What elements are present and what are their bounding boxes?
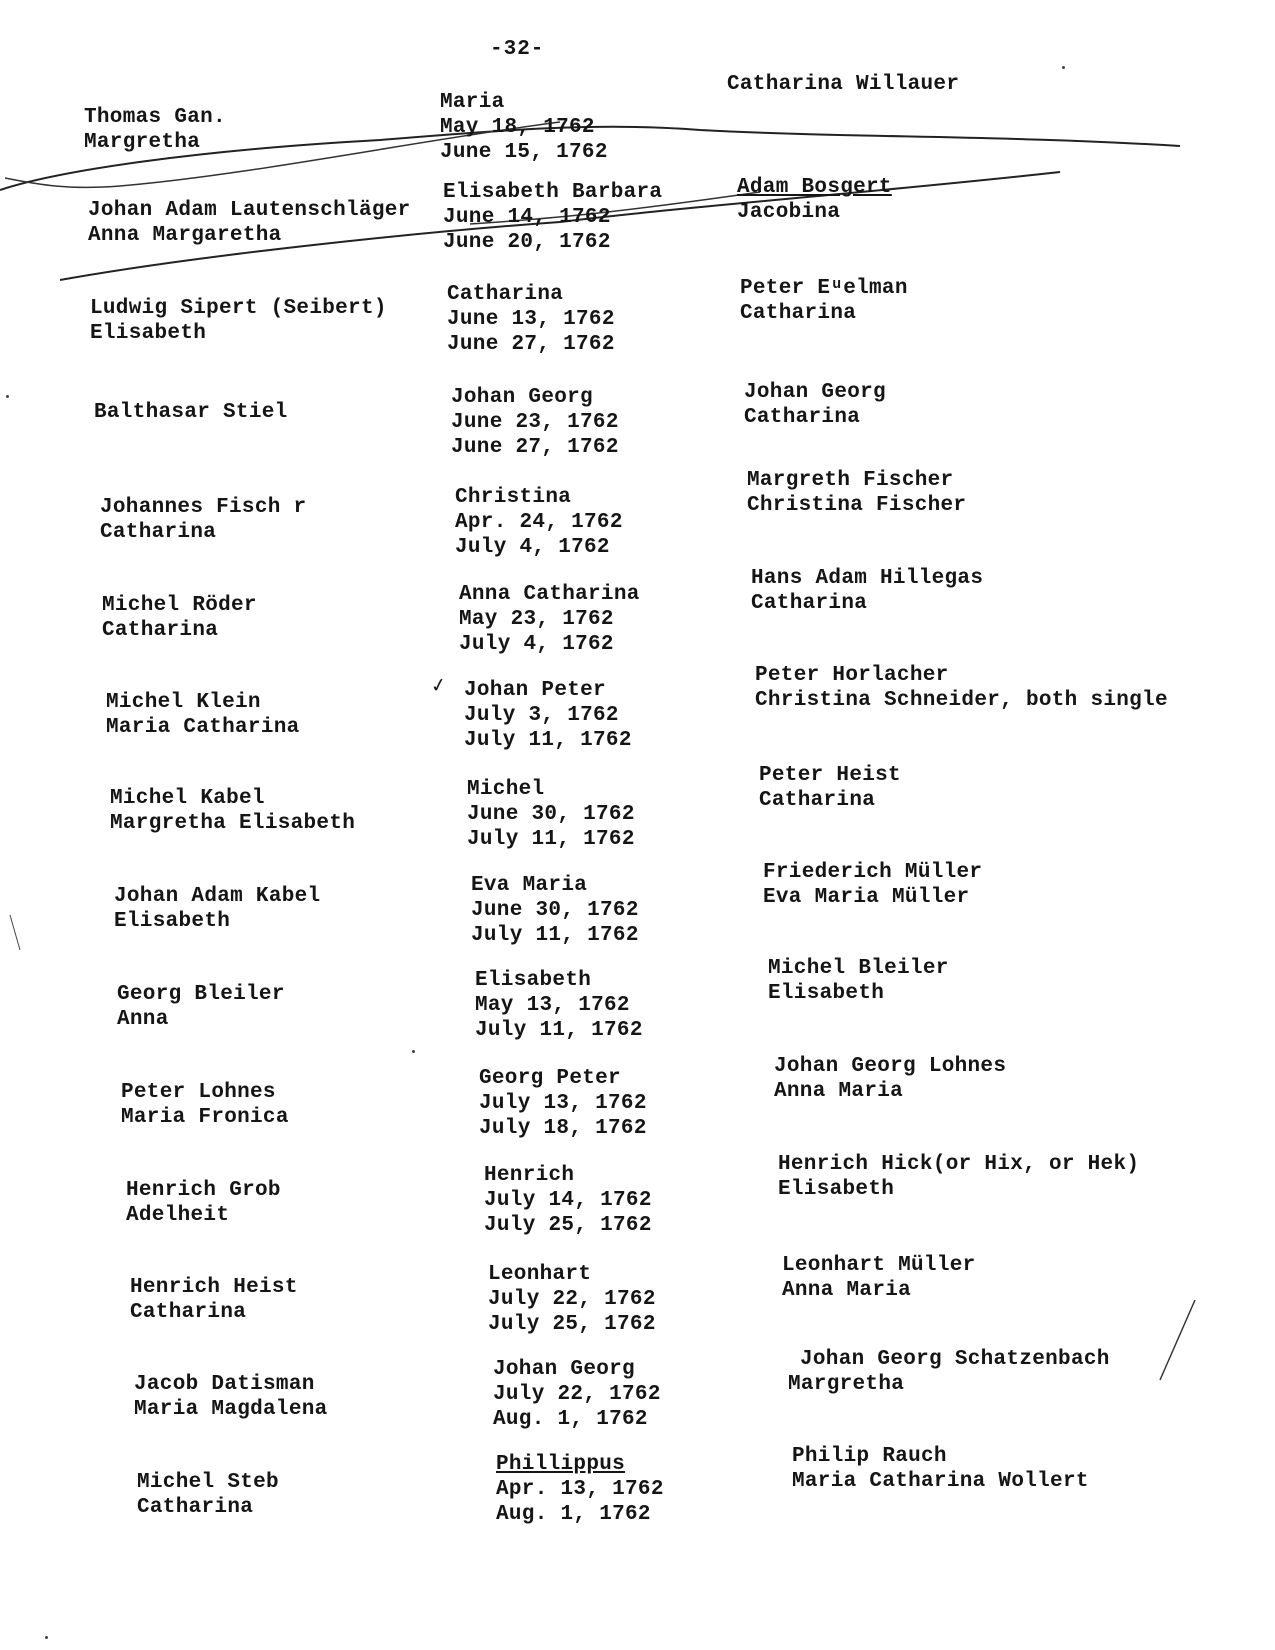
sponsor-name: Catharina: [740, 302, 857, 325]
baptism-date: Aug. 1, 1762: [493, 1408, 648, 1431]
parents-cell: [137, 1470, 467, 1520]
sponsors-cell: [747, 468, 1227, 518]
child-name: Elisabeth Barbara: [443, 181, 663, 204]
mother-name: Elisabeth: [90, 322, 207, 345]
birth-date: July 3, 1762: [464, 704, 619, 727]
baptism-date: July 11, 1762: [475, 1019, 643, 1042]
baptism-date: July 11, 1762: [471, 924, 639, 947]
parents-cell: [84, 105, 414, 155]
baptism-date: July 4, 1762: [455, 536, 610, 559]
sponsor-name: Johan Georg Schatzenbach: [800, 1348, 1110, 1371]
sponsors-cell: [774, 1054, 1254, 1104]
baptism-date: July 25, 1762: [484, 1214, 652, 1237]
child-name: Georg Peter: [479, 1067, 621, 1090]
child-cell: [447, 282, 717, 357]
child-name: Christina: [455, 486, 572, 509]
sponsors-cell: [778, 1152, 1258, 1202]
sponsors-cell: [788, 1347, 1268, 1397]
sponsor-name: Jacobina: [737, 201, 841, 224]
father-name: Jacob Datisman: [134, 1373, 315, 1396]
father-name: Michel Klein: [106, 691, 261, 714]
sponsor-name: Catharina Willauer: [727, 73, 960, 96]
sponsors-cell: [740, 276, 1220, 326]
sponsor-name: Friederich Müller: [763, 861, 983, 884]
mother-name: Anna: [117, 1008, 169, 1031]
mother-name: Catharina: [100, 521, 217, 544]
sponsor-name: Catharina: [759, 789, 876, 812]
parents-cell: [94, 400, 424, 425]
child-name: Michel: [467, 778, 545, 801]
father-name: Georg Bleiler: [117, 983, 285, 1006]
child-cell: [496, 1452, 766, 1527]
father-name: Henrich Heist: [130, 1276, 298, 1299]
baptism-date: Aug. 1, 1762: [496, 1503, 651, 1526]
child-name: Elisabeth: [475, 969, 592, 992]
parents-cell: [130, 1275, 460, 1325]
father-name: Johannes Fisch r: [100, 496, 307, 519]
parents-cell: [90, 296, 420, 346]
sponsor-name: Peter Horlacher: [755, 664, 949, 687]
sponsors-cell: [768, 956, 1248, 1006]
parents-cell: [110, 786, 440, 836]
sponsors-cell: [751, 566, 1231, 616]
birth-date: July 22, 1762: [493, 1383, 661, 1406]
child-cell: [455, 485, 725, 560]
baptism-date: June 27, 1762: [451, 436, 619, 459]
parents-cell: [102, 593, 432, 643]
mother-name: Maria Magdalena: [134, 1398, 328, 1421]
mother-name: Catharina: [102, 619, 219, 642]
child-name: Catharina: [447, 283, 564, 306]
mother-name: Margretha: [84, 131, 201, 154]
birth-date: June 14, 1762: [443, 206, 611, 229]
mother-name: Catharina: [137, 1496, 254, 1519]
child-name: Johan Peter: [464, 679, 606, 702]
sponsor-name: Margretha: [788, 1373, 905, 1396]
baptism-date: June 20, 1762: [443, 231, 611, 254]
child-cell: [467, 777, 737, 852]
parents-cell: [134, 1372, 464, 1422]
margin-tick: [10, 915, 20, 950]
child-cell: [493, 1357, 763, 1432]
birth-date: July 22, 1762: [488, 1288, 656, 1311]
birth-date: May 18, 1762: [440, 116, 595, 139]
child-name: Johan Georg: [451, 386, 593, 409]
parents-cell: [117, 982, 447, 1032]
parents-cell: [126, 1178, 456, 1228]
mother-name: Adelheit: [126, 1204, 230, 1227]
scan-speck: [412, 1050, 415, 1053]
sponsor-name: Eva Maria Müller: [763, 886, 970, 909]
sponsor-name: Anna Maria: [774, 1080, 904, 1103]
baptism-date: July 18, 1762: [479, 1117, 647, 1140]
sponsors-cell: [763, 860, 1243, 910]
baptism-date: June 15, 1762: [440, 141, 608, 164]
checkmark-icon: ✓: [430, 673, 448, 700]
sponsors-cell: [792, 1444, 1272, 1494]
child-cell: [440, 90, 710, 165]
birth-date: Apr. 24, 1762: [455, 511, 623, 534]
birth-date: June 30, 1762: [471, 899, 639, 922]
sponsor-name: Christina Schneider, both single: [755, 689, 1168, 712]
parents-cell: [114, 884, 444, 934]
child-name: Henrich: [484, 1164, 575, 1187]
father-name: Thomas Gan.: [84, 106, 226, 129]
father-name: Michel Kabel: [110, 787, 265, 810]
child-cell: [488, 1262, 758, 1337]
child-cell: [443, 180, 713, 255]
birth-date: May 23, 1762: [459, 608, 614, 631]
birth-date: May 13, 1762: [475, 994, 630, 1017]
birth-date: July 13, 1762: [479, 1092, 647, 1115]
scan-speck: [1062, 66, 1065, 69]
child-cell: [451, 385, 721, 460]
father-name: Ludwig Sipert (Seibert): [90, 297, 387, 320]
parents-cell: [106, 690, 436, 740]
sponsor-name: Johan Georg: [744, 381, 886, 404]
sponsor-name: Margreth Fischer: [747, 469, 954, 492]
sponsor-name: Elisabeth: [778, 1178, 895, 1201]
baptism-date: July 11, 1762: [464, 729, 632, 752]
birth-date: June 30, 1762: [467, 803, 635, 826]
sponsor-name: Johan Georg Lohnes: [774, 1055, 1007, 1078]
mother-name: Maria Catharina: [106, 716, 300, 739]
birth-date: July 14, 1762: [484, 1189, 652, 1212]
sponsor-name: Elisabeth: [768, 982, 885, 1005]
child-name: Johan Georg: [493, 1358, 635, 1381]
baptism-date: July 4, 1762: [459, 633, 614, 656]
sponsor-name: Philip Rauch: [792, 1445, 947, 1468]
sponsor-name: Peter Eᵘelman: [740, 277, 908, 300]
mother-name: Catharina: [130, 1301, 247, 1324]
sponsor-name: Michel Bleiler: [768, 957, 949, 980]
sponsor-name: Henrich Hick(or Hix, or Hek): [778, 1153, 1140, 1176]
mother-name: Anna Margaretha: [88, 224, 282, 247]
sponsor-name: Leonhart Müller: [782, 1254, 976, 1277]
child-name: Leonhart: [488, 1263, 592, 1286]
sponsors-cell: [759, 763, 1239, 813]
child-cell: [484, 1163, 754, 1238]
sponsor-name: Peter Heist: [759, 764, 901, 787]
sponsors-cell: [727, 72, 1207, 97]
child-cell: [475, 968, 745, 1043]
sponsors-cell: [744, 380, 1224, 430]
child-cell: [471, 873, 741, 948]
sponsor-name: Anna Maria: [782, 1279, 912, 1302]
father-name: Johan Adam Kabel: [114, 885, 321, 908]
child-cell: [479, 1066, 749, 1141]
mother-name: Elisabeth: [114, 910, 231, 933]
scan-speck: [6, 395, 9, 398]
father-name: Michel Steb: [137, 1471, 279, 1494]
sponsor-name: Hans Adam Hillegas: [751, 567, 984, 590]
scan-speck: [45, 1636, 48, 1639]
parents-cell: [100, 495, 430, 545]
birth-date: June 23, 1762: [451, 411, 619, 434]
baptism-date: July 11, 1762: [467, 828, 635, 851]
child-name: Phillippus: [496, 1453, 626, 1476]
child-name: Maria: [440, 91, 505, 114]
baptism-date: June 27, 1762: [447, 333, 615, 356]
child-name: Anna Catharina: [459, 583, 640, 606]
father-name: Balthasar Stiel: [94, 401, 288, 424]
mother-name: Margretha Elisabeth: [110, 812, 356, 835]
birth-date: Apr. 13, 1762: [496, 1478, 664, 1501]
baptism-date: July 25, 1762: [488, 1313, 656, 1336]
sponsor-name: Christina Fischer: [747, 494, 967, 517]
parents-cell: [121, 1080, 451, 1130]
sponsors-cell: [755, 663, 1235, 713]
sponsors-cell: [782, 1253, 1262, 1303]
father-name: Peter Lohnes: [121, 1081, 276, 1104]
sponsors-cell: [737, 175, 1217, 225]
mother-name: Maria Fronica: [121, 1106, 289, 1129]
child-cell: [464, 678, 734, 753]
sponsor-name: Adam Bosgert: [737, 176, 892, 199]
father-name: Johan Adam Lautenschläger: [88, 199, 411, 222]
sponsor-name: Catharina: [744, 406, 861, 429]
birth-date: June 13, 1762: [447, 308, 615, 331]
sponsor-name: Maria Catharina Wollert: [792, 1470, 1089, 1493]
child-name: Eva Maria: [471, 874, 588, 897]
page-number: -32-: [490, 38, 545, 61]
parents-cell: [88, 198, 418, 248]
sponsor-name: Catharina: [751, 592, 868, 615]
father-name: Henrich Grob: [126, 1179, 281, 1202]
father-name: Michel Röder: [102, 594, 257, 617]
child-cell: [459, 582, 729, 657]
